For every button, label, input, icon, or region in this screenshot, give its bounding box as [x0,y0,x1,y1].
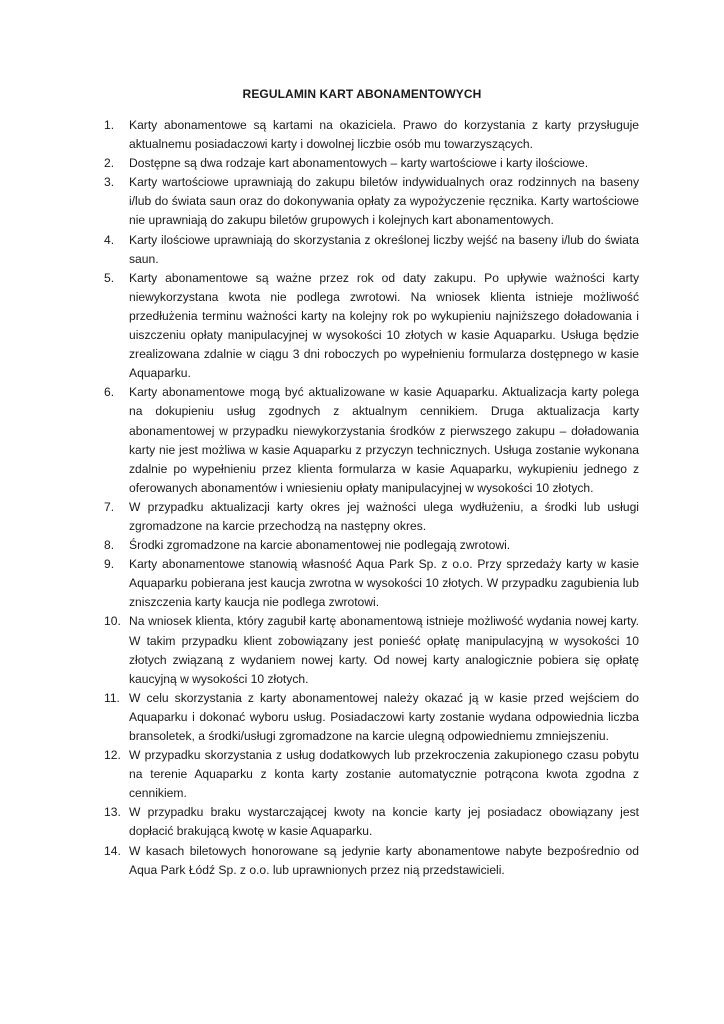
rule-item [104,383,639,498]
rule-number: 6. [104,385,115,400]
rule-item [104,555,639,612]
rule-text: Karty wartościowe uprawniają do zakupu biletów indywidualnych oraz rodzinnych na baseny i/lub do świata saun oraz do dokonywania opłaty za wypożyczenie ręcznika. Karty wartościowe nie uprawniają do zakupu biletów grupowych i kolejnych kart abonamentowych. [129,175,639,228]
rule-item [104,173,639,230]
rule-text: W przypadku braku wystarczającej kwoty na koncie karty jej posiadacz obowiązany jest dopłacić brakującą kwotę w kasie Aquaparku. [129,805,639,839]
rule-text: W kasach biletowych honorowane są jedynie karty abonamentowe nabyte bezpośrednio od Aqua Park Łódź Sp. z o.o. lub uprawnionych przez nią przedstawicieli. [129,843,639,877]
rule-item [104,746,639,803]
rule-text: W celu skorzystania z karty abonamentowej należy okazać ją w kasie przed wejściem do Aquaparku i dokonać wyboru usług. Posiadaczowi karty zostanie wydana odpowiednia liczba bransoletek, a środki/usługi zgromadzone na karcie ulegną odpowiedniemu zmniejszeniu. [129,690,639,743]
rule-number: 1. [104,118,115,132]
rule-item [104,803,639,841]
rule-number: 12. [104,748,121,763]
rule-item [104,842,639,880]
rule-item [104,689,639,746]
rule-number: 2. [104,156,115,171]
rule-text: W przypadku aktualizacji karty okres jej ważności ulega wydłużeniu, a środki lub usługi zgromadzone na karcie przechodzą na następny okres. [129,499,639,533]
rule-number: 8. [104,538,115,553]
rule-text: Dostępne są dwa rodzaje kart abonamentowych – karty wartościowe i karty ilościowe. [129,156,589,171]
rule-number: 7. [104,499,115,514]
rule-item [104,612,639,688]
rule-text: Karty ilościowe uprawniają do skorzystania z określonej liczby wejść na baseny i/lub do świata saun. [129,232,639,266]
rule-text: W przypadku skorzystania z usług dodatkowych lub przekroczenia zakupionego czasu pobytu na terenie Aquaparku z konta karty zostanie automatycznie potrącona kwota zgodna z cennikiem. [129,748,639,801]
document-title: REGULAMIN KART ABONAMENTOWYCH [242,87,482,101]
rule-number: 5. [104,270,115,285]
rule-item [104,536,639,555]
rule-text: Karty abonamentowe są ważne przez rok od daty zakupu. Po upływie ważności karty niewykorzystana kwota nie podlega zwrotowi. Na wniosek klienta istnieje możliwość przedłużenia terminu ważności karty na kolejny rok po wykupieniu najniższego doładowania i uiszczeniu opłaty manipulacyjnej w wysokości 10 złotych w kasie Aquaparku. Usługa będzie zrealizowana zdalnie w ciągu 3 dni roboczych po wypełnieniu formularza dostępnego w kasie Aquaparku. [129,270,639,381]
rule-text: Na wniosek klienta, który zagubił kartę abonamentową istnieje możliwość wydania nowej karty. W takim przypadku klient zobowiązany jest ponieść opłatę manipulacyjną w wysokości 10 złotych związaną z wydaniem nowej karty. Od nowej karty analogicznie pobiera się opłatę kaucyjną w wysokości 10 złotych. [129,614,639,686]
rule-text: Karty abonamentowe mogą być aktualizowane w kasie Aquaparku. Aktualizacja karty polega na dokupieniu usług zgodnych z aktualnym cennikiem. Druga aktualizacja karty abonamentowej w przypadku niewykorzystania środków z pierwszego zakupu – doładowania karty nie jest możliwa w kasie Aquaparku z przyczyn technicznych. Usługa zostanie wykonana zdalnie po wypełnieniu przez klienta formularza w kasie Aquaparku, wykupieniu jednego z oferowanych abonamentów i wniesieniu opłaty manipulacyjnej w wysokości 10 złotych. [129,385,639,495]
rule-text: Środki zgromadzone na karcie abonamentowej nie podlegają zwrotowi. [129,538,511,553]
rule-number: 10. [104,614,121,629]
rule-item [104,116,639,154]
rule-text: Karty abonamentowe są kartami na okaziciela. Prawo do korzystania z karty przysługuje aktualnemu posiadaczowi karty i dowolnej liczbie osób mu towarzyszących. [129,118,639,152]
rule-number: 4. [104,232,115,247]
rule-number: 3. [104,175,115,190]
rule-number: 11. [104,690,120,705]
rule-item [104,231,639,269]
rules-list [104,116,639,880]
rule-text: Karty abonamentowe stanowią własność Aqua Park Sp. z o.o. Przy sprzedaży karty w kasie Aquaparku pobierana jest kaucja zwrotna w wysokości 10 złotych. W przypadku zagubienia lub zniszczenia karty kaucja nie podlega zwrotowi. [129,557,639,610]
rule-number: 14. [104,843,121,858]
rule-item [104,154,639,173]
rule-item [104,269,639,384]
rule-item [104,498,639,536]
rule-number: 9. [104,557,115,572]
rule-number: 13. [104,805,121,820]
